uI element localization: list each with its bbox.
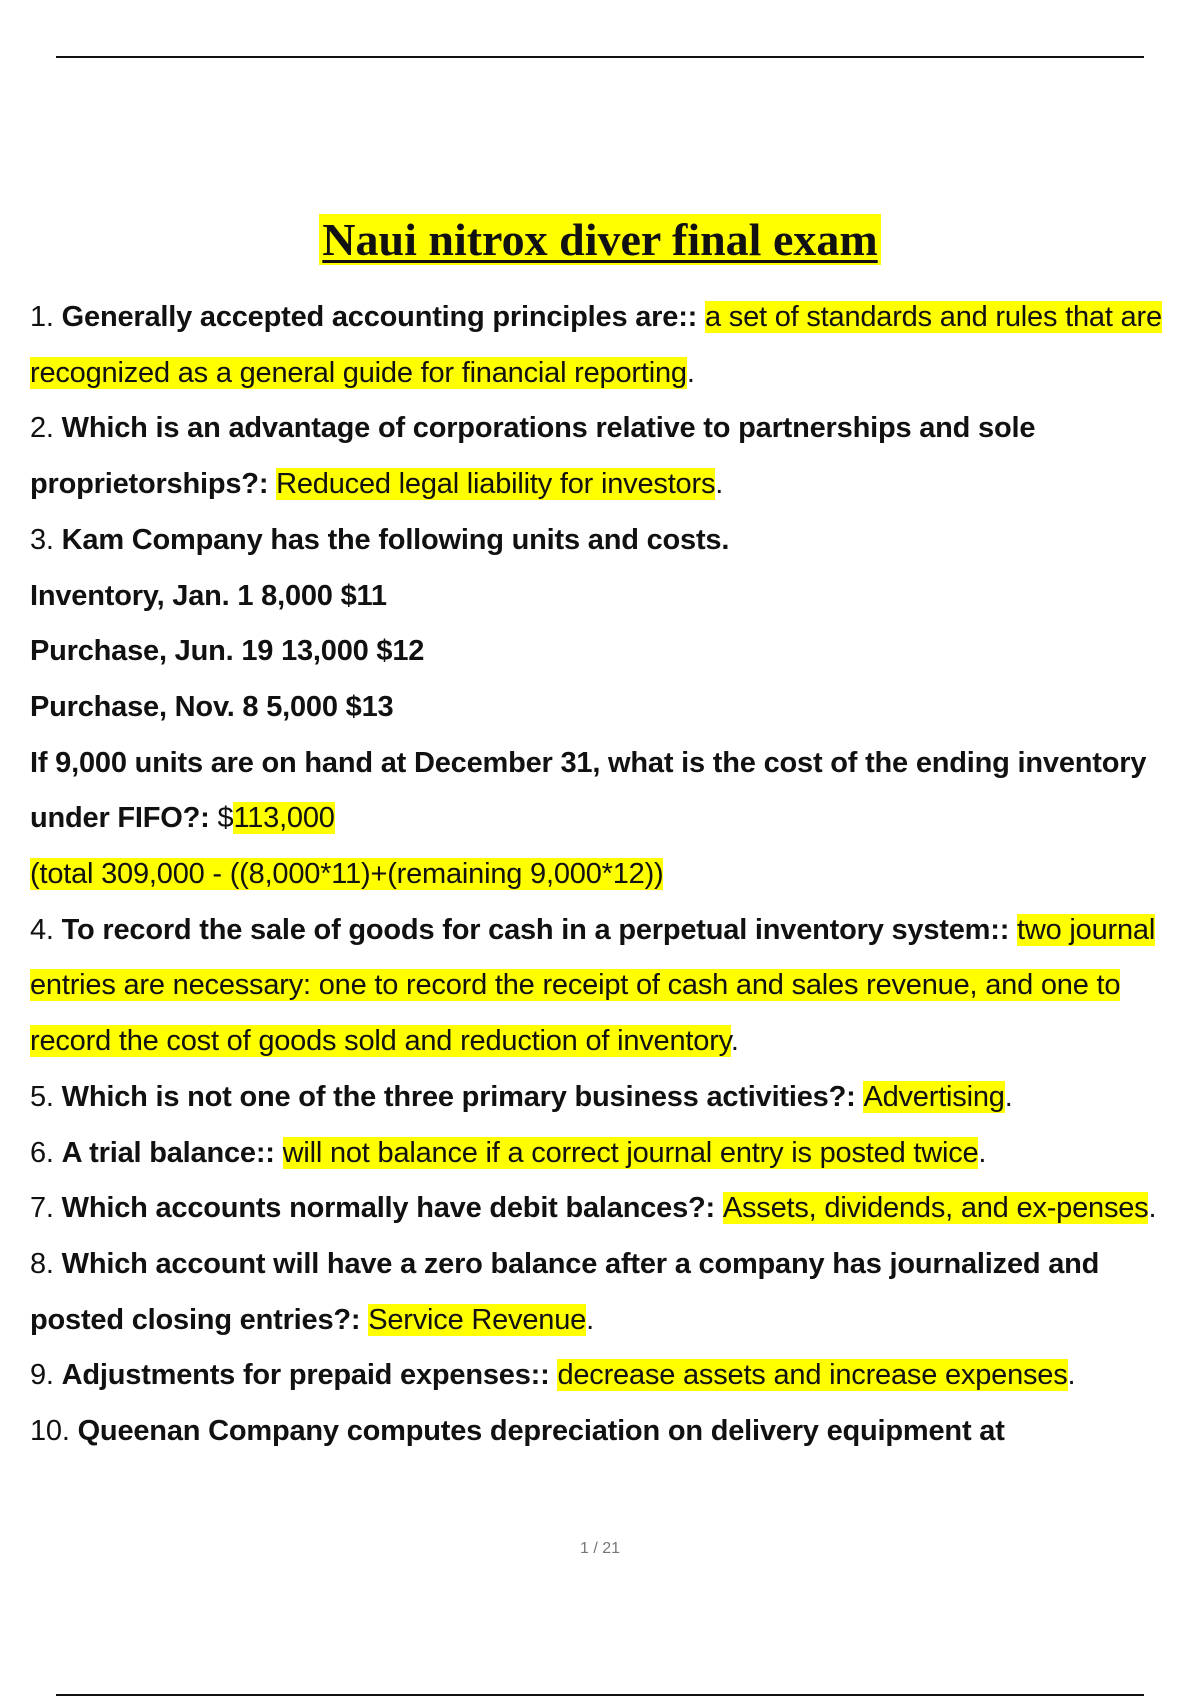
question-4: 4. To record the sale of goods for cash in a perpetual inventory system:: two journal entries are necessary: one to record the receipt of cash and sales revenue, and one to record the cost of goods sold and reduction of inventory.: [30, 913, 1156, 1058]
inventory-line-1: Inventory, Jan. 1 8,000 $11: [30, 579, 387, 612]
page-title: Naui nitrox diver final exam: [0, 212, 1200, 268]
answer-2: Reduced legal liability for investors: [276, 468, 716, 501]
answer-9: decrease assets and increase expenses: [557, 1359, 1068, 1392]
question-9: 9. Adjustments for prepaid expenses:: decrease assets and increase expenses.: [30, 1359, 1076, 1392]
question-3: 3. Kam Company has the following units and costs.: [30, 523, 730, 556]
question-3-part-2: If 9,000 units are on hand at December 31, what is the cost of the ending inventory under FIFO?: $113,000: [30, 746, 1147, 835]
exam-content: [30, 290, 1200, 1460]
question-6: 6. A trial balance:: will not balance if a correct journal entry is posted twice.: [30, 1136, 987, 1169]
answer-7: Assets, dividends, and ex-penses: [722, 1192, 1149, 1225]
top-rule: [56, 56, 1144, 58]
question-10: 10. Queenan Company computes depreciation on delivery equipment at: [30, 1415, 1005, 1448]
bottom-rule: [56, 1694, 1144, 1696]
inventory-line-3: Purchase, Nov. 8 5,000 $13: [30, 690, 394, 723]
answer-4: two journal entries are necessary: one to record the receipt of cash and sales revenue, and one to record the cost of goods sold and reduction of inventory: [30, 913, 1156, 1058]
answer-8: Service Revenue: [368, 1303, 587, 1336]
answer-1: a set of standards and rules that are recognized as a general guide for financial reporting: [30, 301, 1162, 389]
answer-5: Advertising: [863, 1080, 1005, 1113]
answer-6: will not balance if a correct journal entry is posted twice: [282, 1136, 979, 1169]
question-1: 1. Generally accepted accounting principles are:: a set of standards and rules that are recognized as a general guide for financial reporting.: [30, 301, 1162, 389]
question-8: 8. Which account will have a zero balance after a company has journalized and posted closing entries?: Service Revenue.: [30, 1247, 1100, 1336]
answer-3-explanation: (total 309,000 - ((8,000*11)+(remaining 9,000*12)): [30, 858, 664, 891]
answer-3: 113,000: [233, 802, 335, 835]
question-2: 2. Which is an advantage of corporations relative to partnerships and sole proprietorships?: Reduced legal liability for investors.: [30, 412, 1036, 501]
question-5: 5. Which is not one of the three primary business activities?: Advertising.: [30, 1080, 1013, 1113]
inventory-line-2: Purchase, Jun. 19 13,000 $12: [30, 635, 425, 668]
question-7: 7. Which accounts normally have debit balances?: Assets, dividends, and ex-penses.: [30, 1192, 1157, 1225]
page-number: 1 / 21: [579, 1540, 621, 1557]
